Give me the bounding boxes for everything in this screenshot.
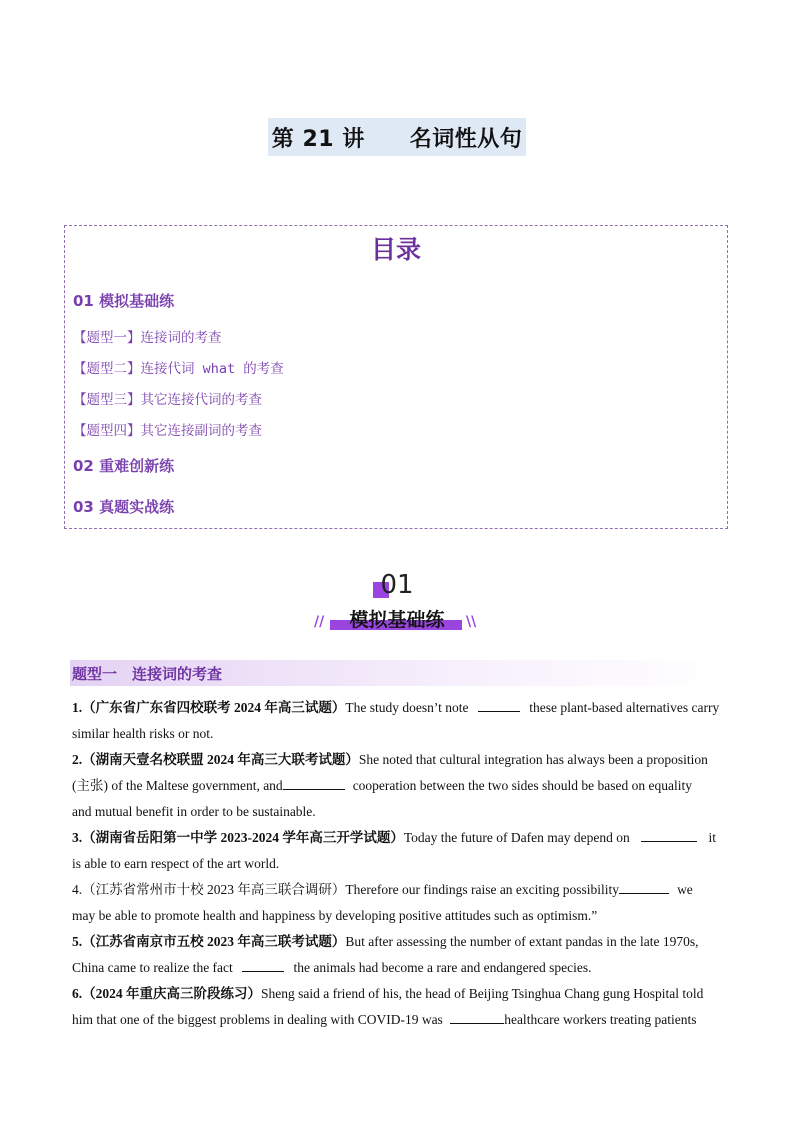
question-4-text-before: Therefore our findings raise an exciting possibility bbox=[345, 882, 620, 897]
toc-heading: 目录 bbox=[370, 235, 421, 264]
section-header bbox=[0, 568, 794, 638]
question-1-text-before: The study doesn’t note bbox=[345, 700, 469, 715]
question-2 bbox=[72, 747, 732, 825]
toc-type-3[interactable]: 【题型三】其它连接代词的考查 bbox=[73, 392, 262, 408]
toc-type-1[interactable]: 【题型一】连接词的考查 bbox=[73, 330, 222, 346]
question-1-line-1 bbox=[72, 695, 732, 721]
section-title: 模拟基础练 bbox=[349, 609, 445, 631]
section-number: 01 bbox=[380, 570, 414, 600]
toc-type-2[interactable]: 【题型二】连接代词 what 的考查 bbox=[73, 361, 284, 377]
section-left-mark: // bbox=[314, 614, 325, 630]
question-5-text-before: But after assessing the number of extant pandas in the late 1970s, bbox=[345, 934, 699, 949]
question-5 bbox=[72, 929, 732, 981]
question-6-line2-after: healthcare workers treating patients bbox=[504, 1012, 697, 1027]
toc-section-3[interactable]: 03 真题实战练 bbox=[73, 498, 175, 516]
answer-blank-4[interactable] bbox=[619, 879, 669, 894]
question-2-line2-before: (主张) of the Maltese government, and bbox=[72, 778, 283, 793]
question-4-text-after: we bbox=[677, 882, 693, 897]
question-6-text-before: Sheng said a friend of his, the head of Beijing Tsinghua Chang gung Hospital told bbox=[261, 986, 704, 1001]
section-right-mark: \\ bbox=[466, 614, 477, 630]
question-6 bbox=[72, 981, 732, 1033]
toc-section-2[interactable]: 02 重难创新练 bbox=[73, 457, 175, 475]
toc-type-4[interactable]: 【题型四】其它连接副词的考查 bbox=[73, 423, 262, 439]
question-1-line-2: similar health risks or not. bbox=[72, 726, 214, 741]
question-6-line-2 bbox=[72, 1007, 732, 1033]
question-2-source: 2.（湖南天壹名校联盟 2024 年高三大联考试题） bbox=[72, 752, 359, 767]
answer-blank-5[interactable] bbox=[242, 957, 284, 972]
question-4-source: 4.（江苏省常州市十校 2023 年高三联合调研） bbox=[72, 882, 346, 897]
question-1-source: 1.（广东省广东省四校联考 2024 年高三试题） bbox=[72, 700, 346, 715]
toc-section-1[interactable]: 01 模拟基础练 bbox=[73, 292, 175, 310]
page-title: 第 21 讲 名词性从句 bbox=[268, 118, 526, 156]
question-5-line-2 bbox=[72, 955, 732, 981]
question-2-text-before: She noted that cultural integration has always been a proposition bbox=[358, 752, 708, 767]
question-3 bbox=[72, 825, 732, 877]
question-2-line-3: and mutual benefit in order to be sustainable. bbox=[72, 804, 316, 819]
answer-blank-6[interactable] bbox=[450, 1009, 504, 1024]
question-2-line-2 bbox=[72, 773, 732, 799]
question-3-line-1 bbox=[72, 825, 732, 851]
question-5-source: 5.（江苏省南京市五校 2023 年高三联考试题） bbox=[72, 934, 346, 949]
question-6-line-1 bbox=[72, 981, 732, 1007]
question-1 bbox=[72, 695, 732, 747]
answer-blank-2[interactable] bbox=[283, 775, 345, 790]
question-5-line2-before: China came to realize the fact bbox=[72, 960, 233, 975]
table-of-contents bbox=[64, 225, 728, 529]
answer-blank-1[interactable] bbox=[478, 697, 520, 712]
type-heading: 题型一 连接词的考查 bbox=[72, 665, 223, 683]
question-5-line2-after: the animals had become a rare and endangered species. bbox=[293, 960, 592, 975]
question-3-text-after: it bbox=[708, 830, 716, 845]
question-2-line-1 bbox=[72, 747, 732, 773]
title-wrapper bbox=[0, 118, 794, 156]
question-3-source: 3.（湖南省岳阳第一中学 2023-2024 学年高三开学试题） bbox=[72, 830, 404, 845]
question-5-line-1 bbox=[72, 929, 732, 955]
question-3-line-2: is able to earn respect of the art world. bbox=[72, 856, 280, 871]
question-1-text-after: these plant-based alternatives carry bbox=[529, 700, 720, 715]
question-3-text-before: Today the future of Dafen may depend on bbox=[403, 830, 630, 845]
question-4-line-2: may be able to promote health and happiness by developing positive attitudes such as optimism.” bbox=[72, 908, 598, 923]
answer-blank-3[interactable] bbox=[641, 827, 697, 842]
question-6-line2-before: him that one of the biggest problems in dealing with COVID-19 was bbox=[72, 1012, 443, 1027]
question-6-source: 6.（2024 年重庆高三阶段练习） bbox=[72, 986, 261, 1001]
question-2-line2-after: cooperation between the two sides should be based on equality bbox=[352, 778, 692, 793]
question-4 bbox=[72, 877, 732, 929]
question-4-line-1 bbox=[72, 877, 732, 903]
